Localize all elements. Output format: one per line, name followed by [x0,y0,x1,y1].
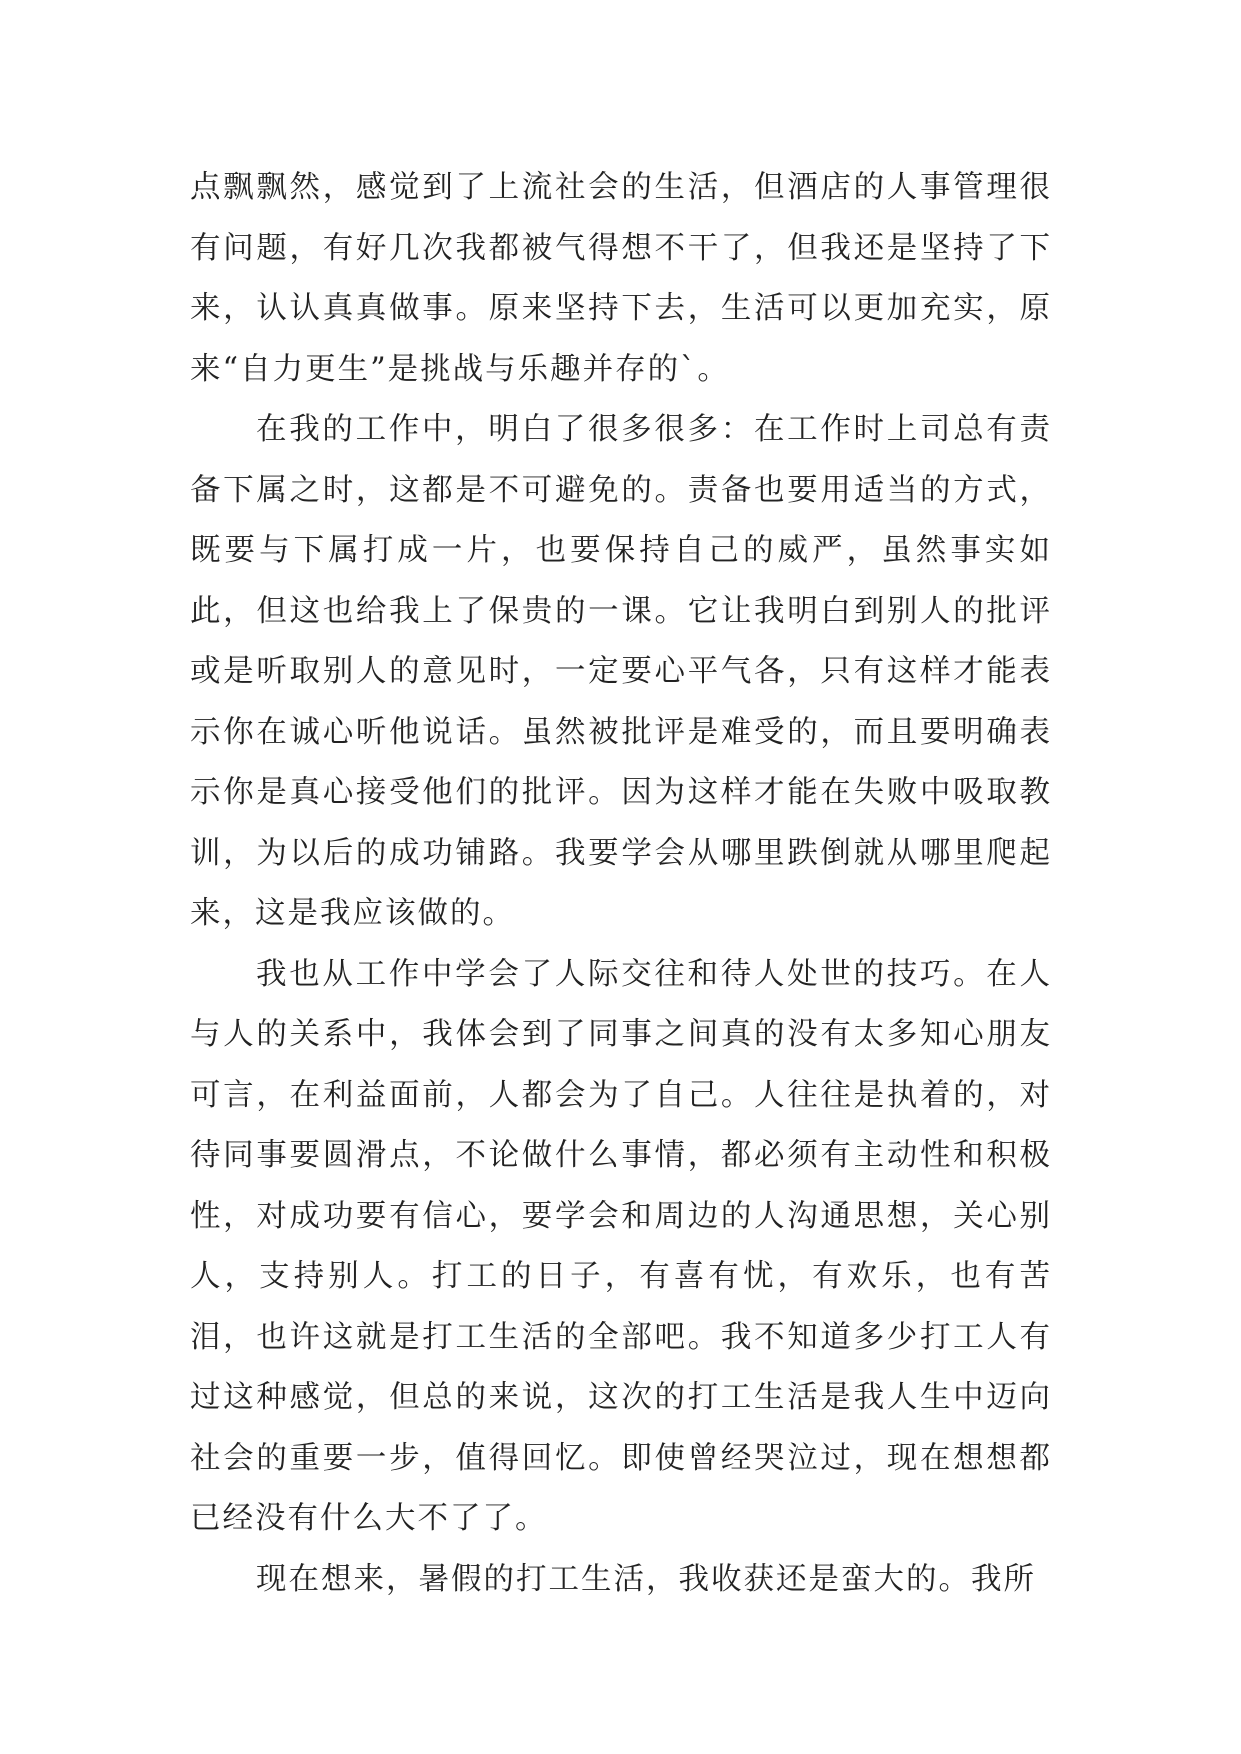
paragraph-3: 我也从工作中学会了人际交往和待人处世的技巧。在人与人的关系中，我体会到了同事之间真的没有太多知心朋友可言，在利益面前，人都会为了自己。人往往是执着的，对待同事要圆滑点，不论做什么事情，都必须有主动性和积极性，对成功要有信心，要学会和周边的人沟通思想，关心别人，支持别人。打工的日子，有喜有忧，有欢乐，也有苦泪，也许这就是打工生活的全部吧。我不知道多少打工人有过这种感觉，但总的来说，这次的打工生活是我人生中迈向社会的重要一步，值得回忆。即使曾经哭泣过，现在想想都已经没有什么大不了了。 [190,956,1052,1536]
paragraph-2: 在我的工作中，明白了很多很多：在工作时上司总有责备下属之时，这都是不可避免的。责备也要用适当的方式，既要与下属打成一片，也要保持自己的威严，虽然事实如此，但这也给我上了保贵的一课。它让我明白到别人的批评或是听取别人的意见时，一定要心平气各，只有这样才能表示你在诚心听他说话。虽然被批评是难受的，而且要明确表示你是真心接受他们的批评。因为这样才能在失败中吸取教训，为以后的成功铺路。我要学会从哪里跌倒就从哪里爬起来，这是我应该做的。 [190,412,1052,931]
paragraph-4: 现在想来，暑假的打工生活，我收获还是蛮大的。我所 [256,1561,1036,1597]
document-body [190,158,1052,1610]
paragraph-1: 点飘飘然，感觉到了上流社会的生活，但酒店的人事管理很有问题，有好几次我都被气得想不干了，但我还是坚持了下来，认认真真做事。原来坚持下去，生活可以更加充实，原来“自力更生”是挑战与乐趣并存的`。 [190,170,1052,387]
